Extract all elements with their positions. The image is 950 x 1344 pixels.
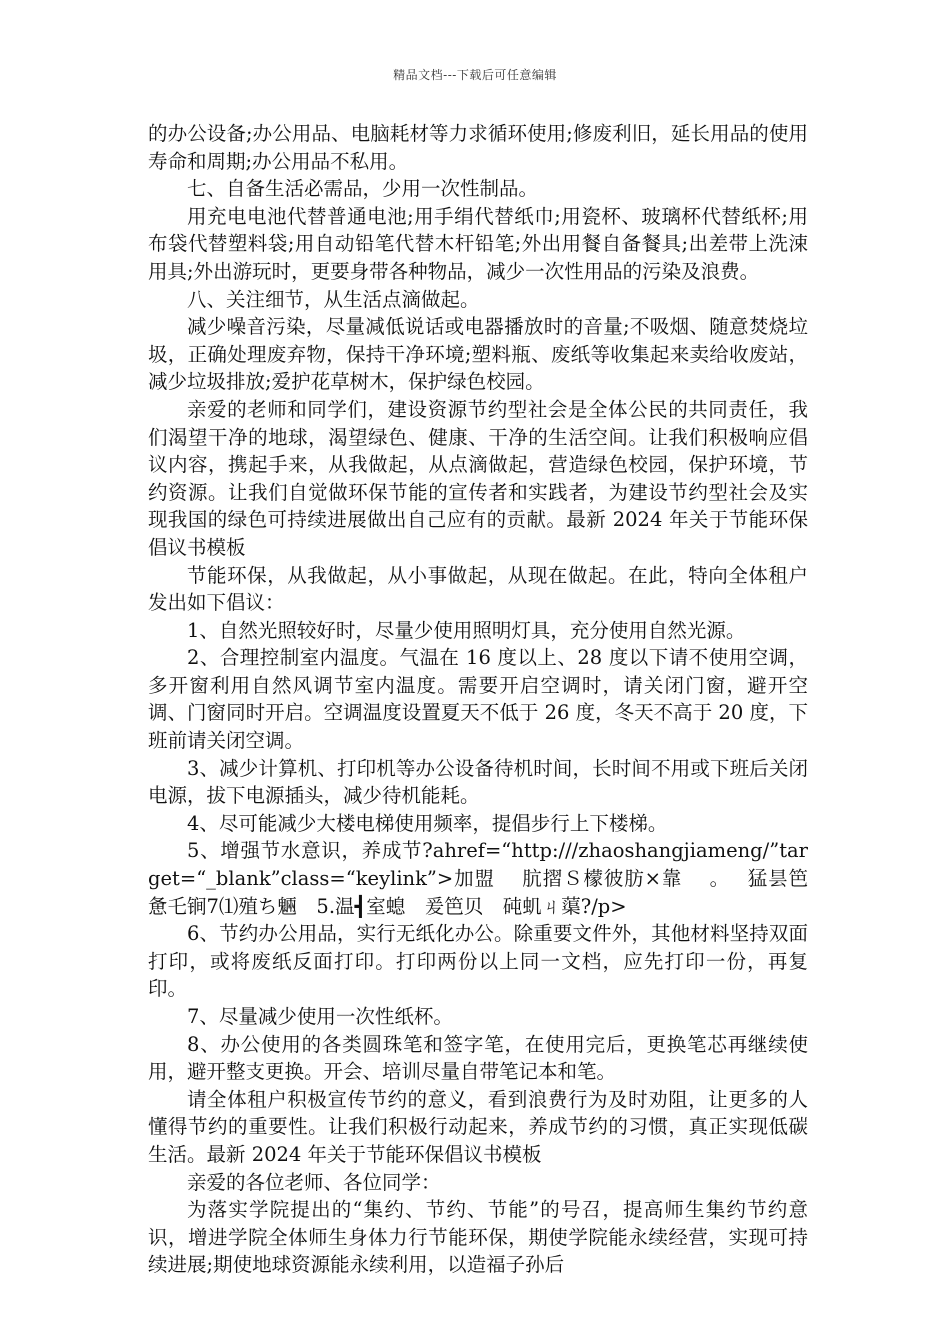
paragraph: 4、尽可能减少大楼电梯使用频率，提倡步行上下楼梯。	[187, 811, 668, 835]
paragraph: 亲爱的老师和同学们，建设资源节约型社会是全体公民的共同责任，我们渴望干净的地球，渴望绿色、健康、干净的生活空间。让我们积极响应倡议内容，携起手来，从我做起，从点滴做起，营造绿色校园，保护环境，节约资源。让我们自觉做环保节能的宣传者和实践者，为建设节约型社会及实现我国的绿色可持续进展做出自己应有的贡献。最新 2024 年关于节能环保倡议书模板	[148, 397, 808, 559]
paragraph: 请全体租户积极宣传节约的意义，看到浪费行为及时劝阻，让更多的人懂得节约的重要性。让我们积极行动起来，养成节约的习惯，真正实现低碳生活。最新 2024 年关于节能环保倡议书模板	[148, 1087, 808, 1166]
paragraph: 节能环保，从我做起，从小事做起，从现在做起。在此，特向全体租户发出如下倡议：	[148, 563, 808, 615]
paragraph: 亲爱的各位老师、各位同学：	[187, 1170, 441, 1194]
paragraph: 1、自然光照较好时，尽量少使用照明灯具，充分使用自然光源。	[187, 618, 746, 642]
paragraph: 为落实学院提出的“集约、节约、节能”的号召，提高师生集约节约意识，增进学院全体师生身体力行节能环保，期使学院能永续经营，实现可持续进展;期使地球资源能永续利用，以造福子孙后	[148, 1198, 808, 1277]
paragraph: 七、自备生活必需品，少用一次性制品。	[187, 177, 539, 201]
paragraph: 8、办公使用的各类圆珠笔和签字笔，在使用完后，更换笔芯再继续使用，避开整支更换。开会、培训尽量自带笔记本和笔。	[148, 1032, 808, 1084]
paragraph: 的办公设备;办公用品、电脑耗材等力求循环使用;修废利旧，延长用品的使用寿命和周期;办公用品不私用。	[148, 122, 808, 173]
paragraph: 7、尽量减少使用一次性纸杯。	[187, 1005, 453, 1028]
paragraph: 八、关注细节，从生活点滴做起。	[187, 287, 480, 311]
paragraph: 用充电电池代替普通电池;用手绢代替纸巾;用瓷杯、玻璃杯代替纸杯;用布袋代替塑料袋;用自动铅笔代替木杆铅笔;外出用餐自备餐具;出差带上洗涑用具;外出游玩时，更要身带各种物品，减少一次性用品的污染及浪费。	[148, 204, 808, 283]
paragraph: 减少噪音污染，尽量减低说话或电器播放时的音量;不吸烟、随意焚烧垃圾，正确处理废弃物，保持干净环境;塑料瓶、废纸等收集起来卖给收废站，减少垃圾排放;爱护花草树木，保护绿色校园。	[148, 315, 808, 394]
paragraph: 5、增强节水意识，养成节?ahref=“http:///zhaoshangjiameng/”target=“_blank”class=“keylink”>加盟 肮摺Ｓ檬彼肪×靠 。 猛昙笆惫乇锏7⑴殖ち魎 5.温┫室螅 爰笆贝 砘虮ㄐ蕖?/p>	[148, 839, 808, 918]
document-body	[148, 120, 808, 1279]
paragraph: 2、合理控制室内温度。气温在 16 度以上、28 度以下请不使用空调，多开窗利用自然风调节室内温度。需要开启空调时，请关闭门窗，避开空调、门窗同时开启。空调温度设置夏天不低于 26 度，冬天不高于 20 度，下班前请关闭空调。	[148, 646, 808, 753]
paragraph: 6、节约办公用品，实行无纸化办公。除重要文件外，其他材料坚持双面打印，或将废纸反面打印。打印两份以上同一文档，应先打印一份，再复印。	[148, 922, 808, 1001]
paragraph: 3、减少计算机、打印机等办公设备待机时间，长时间不用或下班后关闭电源，拔下电源插头，减少待机能耗。	[148, 756, 808, 808]
page-header: 精品文档---下载后可任意编辑	[393, 68, 557, 82]
